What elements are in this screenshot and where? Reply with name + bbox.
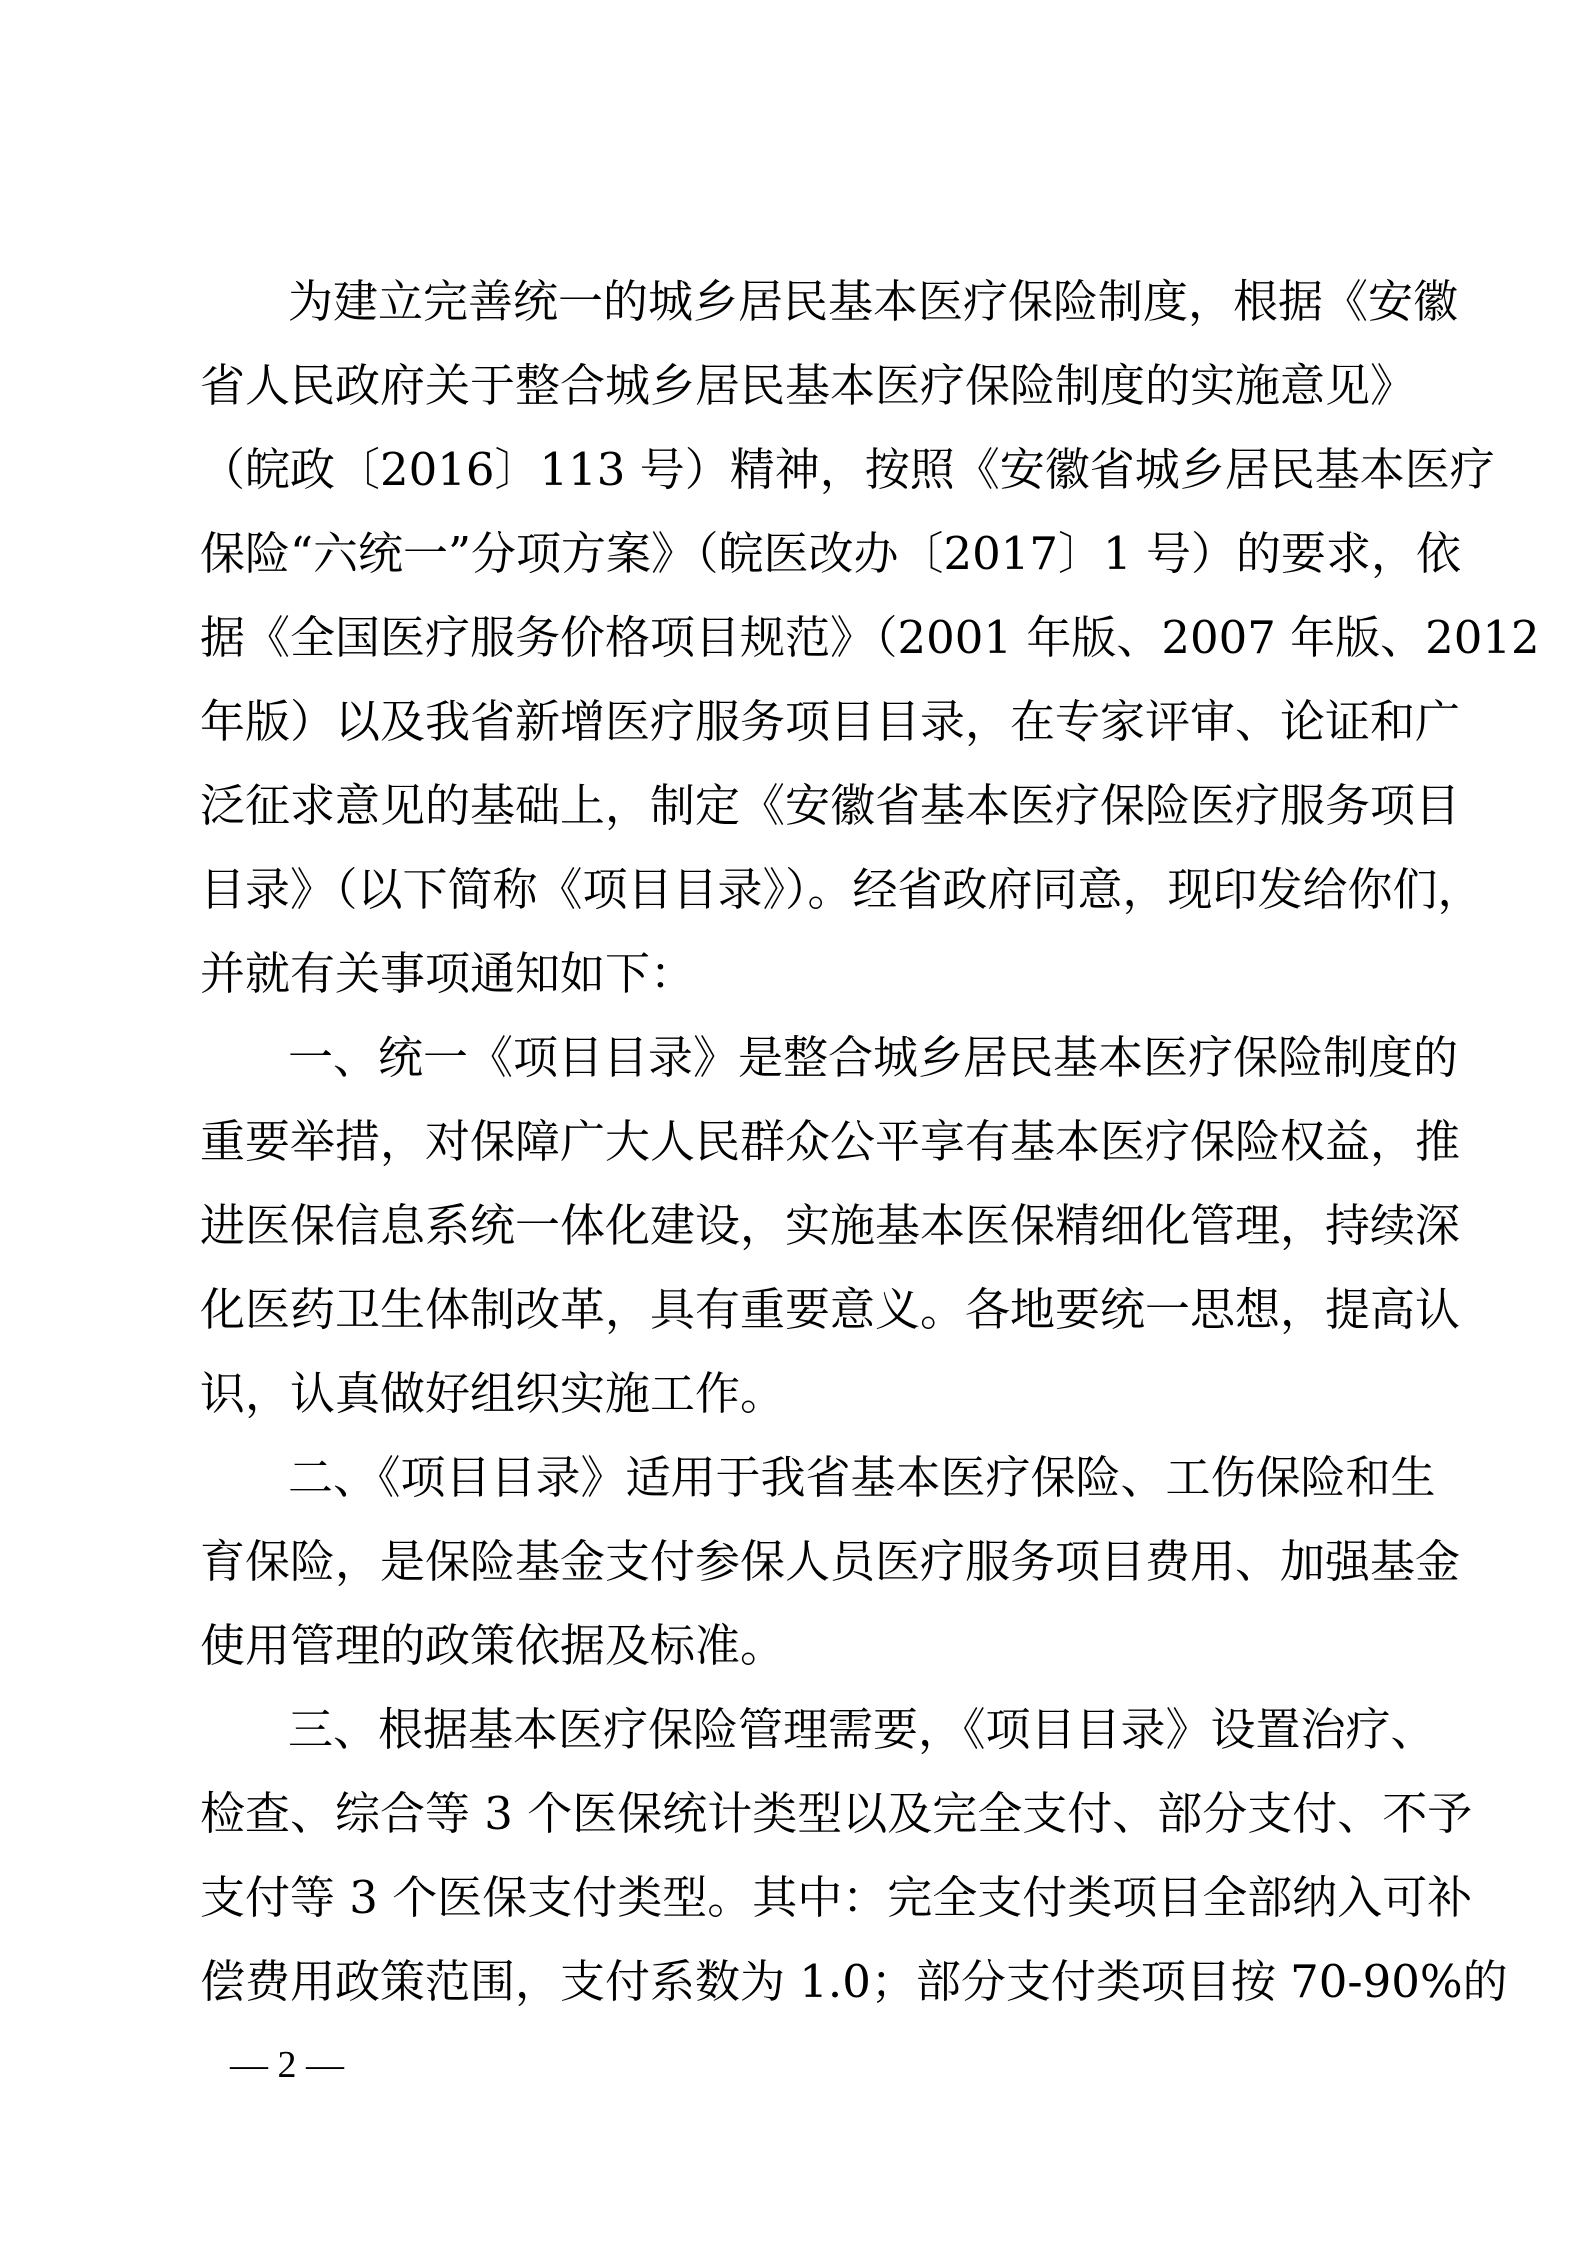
text-line: 保险“六统一”分项方案》（皖医改办〔2017〕1 号）的要求，依 xyxy=(200,527,1461,580)
text-line: 年版）以及我省新增医疗服务项目目录，在专家评审、论证和广 xyxy=(200,695,1461,748)
text-line: 化医药卫生体制改革，具有重要意义。各地要统一思想，提高认 xyxy=(200,1283,1461,1336)
text-line: 省人民政府关于整合城乡居民基本医疗保险制度的实施意见》 xyxy=(200,359,1416,412)
text-line: 重要举措，对保障广大人民群众公平享有基本医疗保险权益，推 xyxy=(200,1115,1461,1168)
text-line: 泛征求意见的基础上，制定《安徽省基本医疗保险医疗服务项目 xyxy=(200,779,1461,832)
text-line: 目录》（以下简称《项目目录》）。经省政府同意，现印发给你们， xyxy=(200,863,1483,916)
text-line: 支付等 3 个医保支付类型。其中：完全支付类项目全部纳入可补 xyxy=(200,1871,1473,1924)
text-line: 三、根据基本医疗保险管理需要，《项目目录》设置治疗、 xyxy=(288,1703,1436,1756)
document-body xyxy=(200,260,1540,2024)
text-line: 偿费用政策范围，支付系数为 1.0；部分支付类项目按 70-90%的 xyxy=(200,1955,1508,2008)
text-line: 识，认真做好组织实施工作。 xyxy=(200,1367,786,1420)
text-line: 一、统一《项目目录》是整合城乡居民基本医疗保险制度的 xyxy=(288,1031,1459,1084)
text-line: 检查、综合等 3 个医保统计类型以及完全支付、部分支付、不予 xyxy=(200,1787,1473,1840)
text-line: 进医保信息系统一体化建设，实施基本医保精细化管理，持续深 xyxy=(200,1199,1461,1252)
page-number: — 2 — xyxy=(230,2044,344,2086)
text-line: 并就有关事项通知如下： xyxy=(200,947,696,1000)
text-line: （皖政〔2016〕113 号）精神，按照《安徽省城乡居民基本医疗 xyxy=(200,443,1495,496)
text-line: 育保险，是保险基金支付参保人员医疗服务项目费用、加强基金 xyxy=(200,1535,1461,1588)
text-line: 二、《项目目录》适用于我省基本医疗保险、工伤保险和生 xyxy=(288,1451,1436,1504)
text-line: 为建立完善统一的城乡居民基本医疗保险制度，根据《安徽 xyxy=(288,275,1459,328)
text-line: 据《全国医疗服务价格项目规范》（2001 年版、2007 年版、2012 xyxy=(200,611,1540,664)
text-line: 使用管理的政策依据及标准。 xyxy=(200,1619,786,1672)
